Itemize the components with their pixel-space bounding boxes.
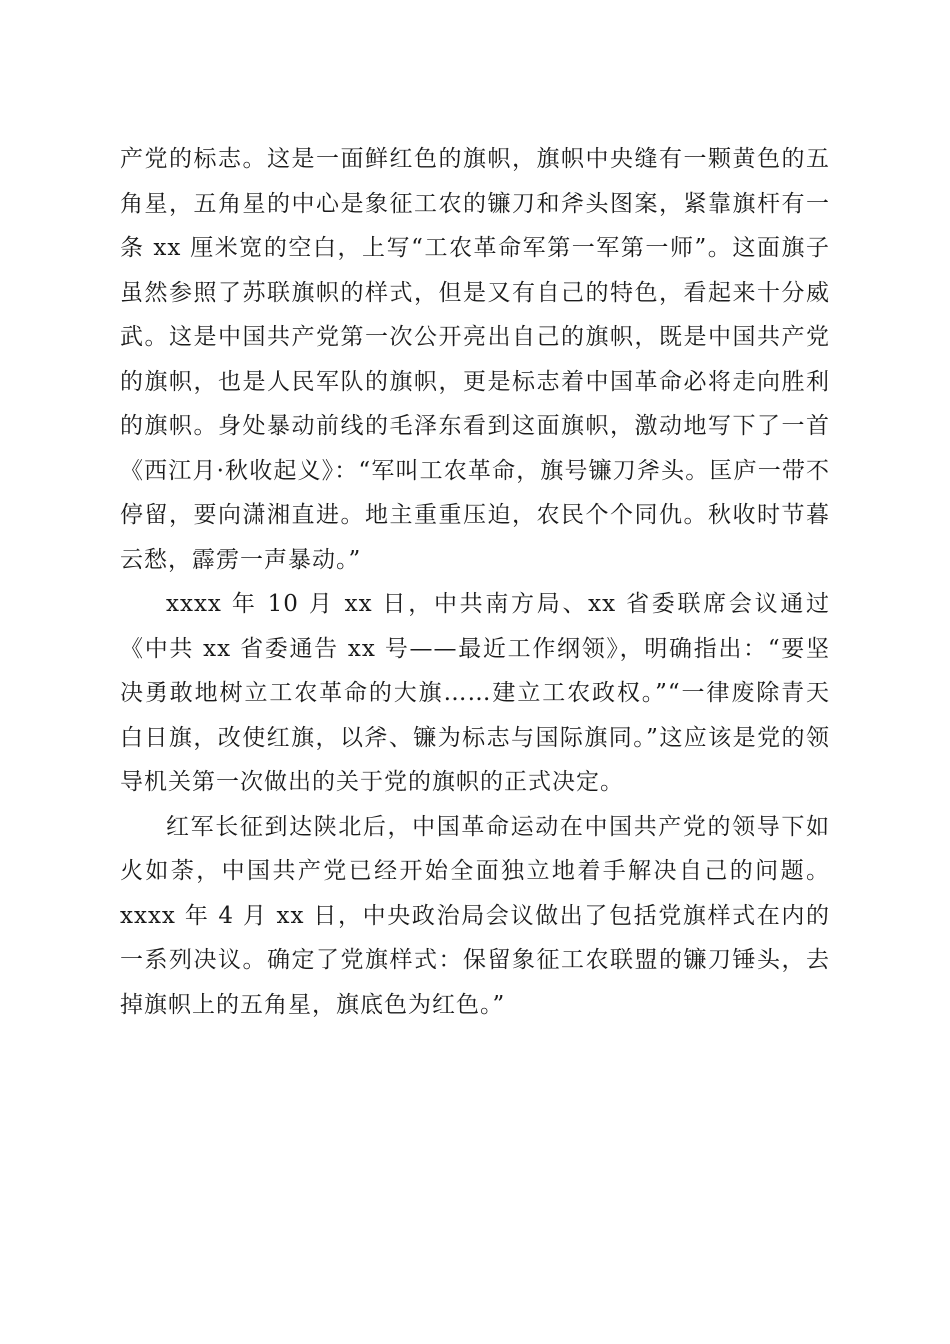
document-body: [120, 137, 830, 1027]
paragraph-long-march: 红军长征到达陕北后，中国革命运动在中国共产党的领导下如火如荼，中国共产党已经开始全面独立地着手解决自己的问题。xxxx 年 4 月 xx 日，中央政治局会议做出了包括党旗样式在内的一系列决议。确定了党旗样式：保留象征工农联盟的镰刀锤头，去掉旗帜上的五角星，旗底色为红色。”: [120, 813, 830, 1018]
paragraph-resolution: xxxx 年 10 月 xx 日，中共南方局、xx 省委联席会议通过《中共 xx 省委通告 xx 号——最近工作纲领》，明确指出：“要坚决勇敢地树立工农革命的大旗……建立工农政权。”“一律废除青天白日旗，改使红旗，以斧、镰为标志与国际旗同。”这应该是党的领导机关第一次做出的关于党的旗帜的正式决定。: [120, 591, 830, 795]
paragraph-continuation: 产党的标志。这是一面鲜红色的旗帜，旗帜中央缝有一颗黄色的五角星，五角星的中心是象征工农的镰刀和斧头图案，紧靠旗杆有一条 xx 厘米宽的空白，上写“工农革命军第一军第一师”。这面旗子虽然参照了苏联旗帜的样式，但是又有自己的特色，看起来十分威武。这是中国共产党第一次公开亮出自己的旗帜，既是中国共产党的旗帜，也是人民军队的旗帜，更是标志着中国革命必将走向胜利的旗帜。身处暴动前线的毛泽东看到这面旗帜，激动地写下了一首《西江月·秋收起义》：“军叫工农革命，旗号镰刀斧头。匡庐一带不停留，要向潇湘直进。地主重重压迫，农民个个同仇。秋收时节暮云愁，霹雳一声暴动。”: [120, 146, 830, 573]
